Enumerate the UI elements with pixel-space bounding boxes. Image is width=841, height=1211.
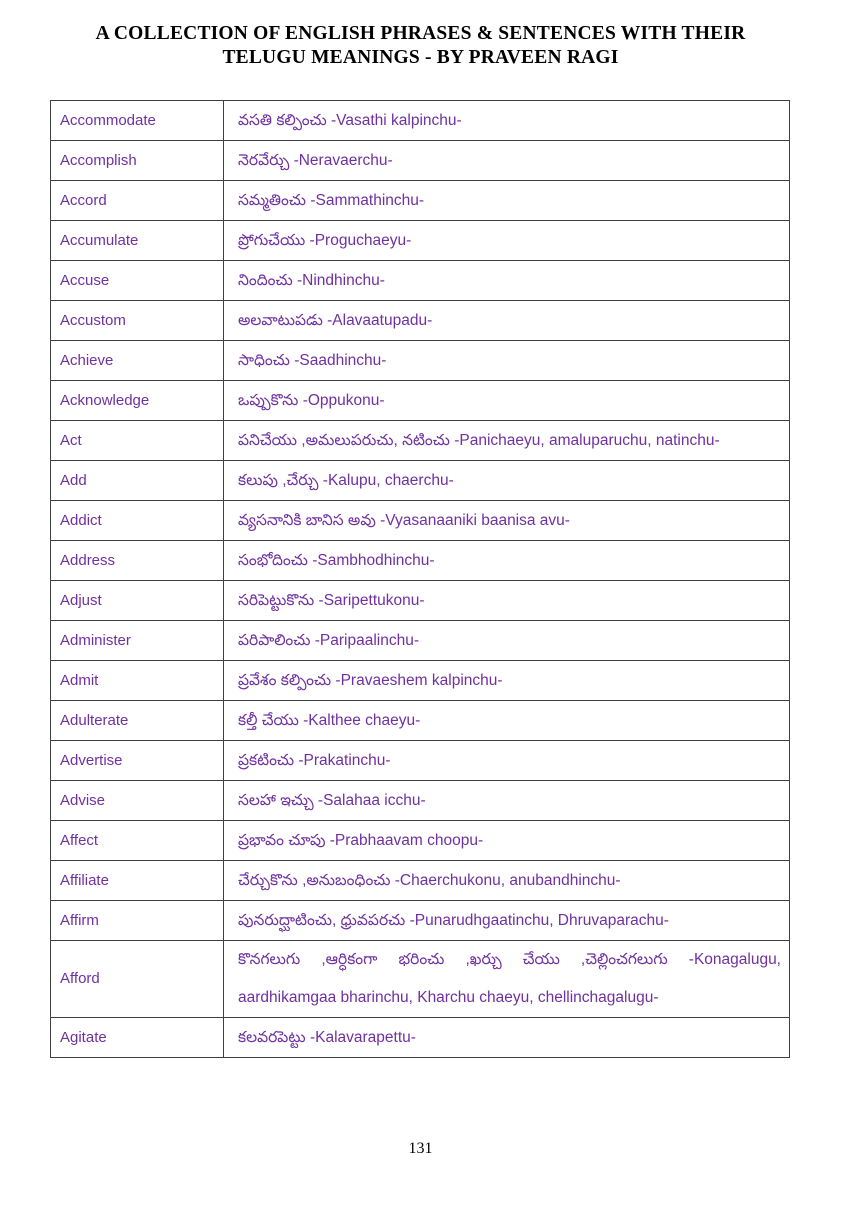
phrase-table — [50, 100, 790, 1058]
english-word-cell: Achieve — [51, 341, 224, 381]
english-word-cell: Advise — [51, 781, 224, 821]
english-word-cell: Accomplish — [51, 141, 224, 181]
english-word-cell: Advertise — [51, 741, 224, 781]
english-word-cell: Admit — [51, 661, 224, 701]
table-row — [51, 541, 790, 581]
table-row — [51, 261, 790, 301]
page-title-line-2: TELUGU MEANINGS - BY PRAVEEN RAGI — [222, 47, 619, 68]
english-word-cell: Accumulate — [51, 221, 224, 261]
telugu-meaning-cell: కలవరపెట్టు -Kalavarapettu- — [224, 1018, 790, 1058]
table-row — [51, 661, 790, 701]
telugu-meaning-cell: నెరవేర్చు -Neravaerchu- — [224, 141, 790, 181]
telugu-meaning-cell: ప్రవేశం కల్పించు -Pravaeshem kalpinchu- — [224, 661, 790, 701]
phrase-table-body — [51, 101, 790, 1058]
telugu-meaning-cell: నిందించు -Nindhinchu- — [224, 261, 790, 301]
table-row — [51, 501, 790, 541]
table-row — [51, 221, 790, 261]
page-title-line-1: A COLLECTION OF ENGLISH PHRASES & SENTENCES WITH THEIR — [95, 23, 746, 44]
page-number: 131 — [408, 1140, 433, 1157]
telugu-meaning-cell: అలవాటుపడు -Alavaatupadu- — [224, 301, 790, 341]
telugu-meaning-cell: ప్రకటించు -Prakatinchu- — [224, 741, 790, 781]
english-word-cell: Act — [51, 421, 224, 461]
table-row — [51, 741, 790, 781]
telugu-meaning-cell: సరిపెట్టుకొను -Saripettukonu- — [224, 581, 790, 621]
telugu-meaning-cell: పునరుద్ఘాటించు, ధ్రువపరచు -Punarudhgaatinchu, Dhruvaparachu- — [224, 901, 790, 941]
english-word-cell: Afford — [51, 941, 224, 1018]
english-word-cell: Affect — [51, 821, 224, 861]
telugu-meaning-cell: కల్తీ చేయు -Kalthee chaeyu- — [224, 701, 790, 741]
table-row — [51, 1018, 790, 1058]
english-word-cell: Accuse — [51, 261, 224, 301]
telugu-meaning-cell: కొనగలుగు ,ఆర్ధికంగా భరించు ,ఖర్చు చేయు ,చెల్లించగలుగు -Konagalugu, aardhikamgaa bharinchu, Kharchu chaeyu, chellinchagalugu- — [224, 941, 790, 1018]
telugu-meaning-cell: వ్యసనానికి బానిస అవు -Vyasanaaniki baanisa avu- — [224, 501, 790, 541]
table-row — [51, 301, 790, 341]
telugu-meaning-cell: ప్రభావం చూపు -Prabhaavam choopu- — [224, 821, 790, 861]
telugu-meaning-cell: చేర్చుకొను ,అనుబంధించు -Chaerchukonu, anubandhinchu- — [224, 861, 790, 901]
english-word-cell: Adulterate — [51, 701, 224, 741]
english-word-cell: Accord — [51, 181, 224, 221]
english-word-cell: Accommodate — [51, 101, 224, 141]
table-row — [51, 381, 790, 421]
telugu-meaning-cell: సలహా ఇచ్చు -Salahaa icchu- — [224, 781, 790, 821]
table-row — [51, 941, 790, 1018]
telugu-meaning-cell: సంభోదించు -Sambhodhinchu- — [224, 541, 790, 581]
table-row — [51, 701, 790, 741]
table-row — [51, 141, 790, 181]
telugu-meaning-cell: సాధించు -Saadhinchu- — [224, 341, 790, 381]
english-word-cell: Affiliate — [51, 861, 224, 901]
telugu-meaning-cell: ప్రోగుచేయు -Proguchaeyu- — [224, 221, 790, 261]
english-word-cell: Adjust — [51, 581, 224, 621]
table-row — [51, 821, 790, 861]
english-word-cell: Agitate — [51, 1018, 224, 1058]
english-word-cell: Address — [51, 541, 224, 581]
telugu-meaning-cell: వసతి కల్పించు -Vasathi kalpinchu- — [224, 101, 790, 141]
table-row — [51, 861, 790, 901]
telugu-meaning-cell: ఒప్పుకొను -Oppukonu- — [224, 381, 790, 421]
table-row — [51, 421, 790, 461]
table-row — [51, 781, 790, 821]
table-row — [51, 341, 790, 381]
english-word-cell: Affirm — [51, 901, 224, 941]
telugu-meaning-cell: పనిచేయు ,అమలుపరుచు, నటించు -Panichaeyu, amaluparuchu, natinchu- — [224, 421, 790, 461]
table-row — [51, 101, 790, 141]
table-row — [51, 581, 790, 621]
telugu-meaning-cell: కలుపు ,చేర్చు -Kalupu, chaerchu- — [224, 461, 790, 501]
telugu-meaning-cell: సమ్మతించు -Sammathinchu- — [224, 181, 790, 221]
table-row — [51, 621, 790, 661]
telugu-meaning-cell: పరిపాలించు -Paripaalinchu- — [224, 621, 790, 661]
table-row — [51, 901, 790, 941]
english-word-cell: Administer — [51, 621, 224, 661]
table-row — [51, 181, 790, 221]
page-title — [0, 22, 841, 70]
english-word-cell: Addict — [51, 501, 224, 541]
table-row — [51, 461, 790, 501]
english-word-cell: Acknowledge — [51, 381, 224, 421]
english-word-cell: Add — [51, 461, 224, 501]
english-word-cell: Accustom — [51, 301, 224, 341]
